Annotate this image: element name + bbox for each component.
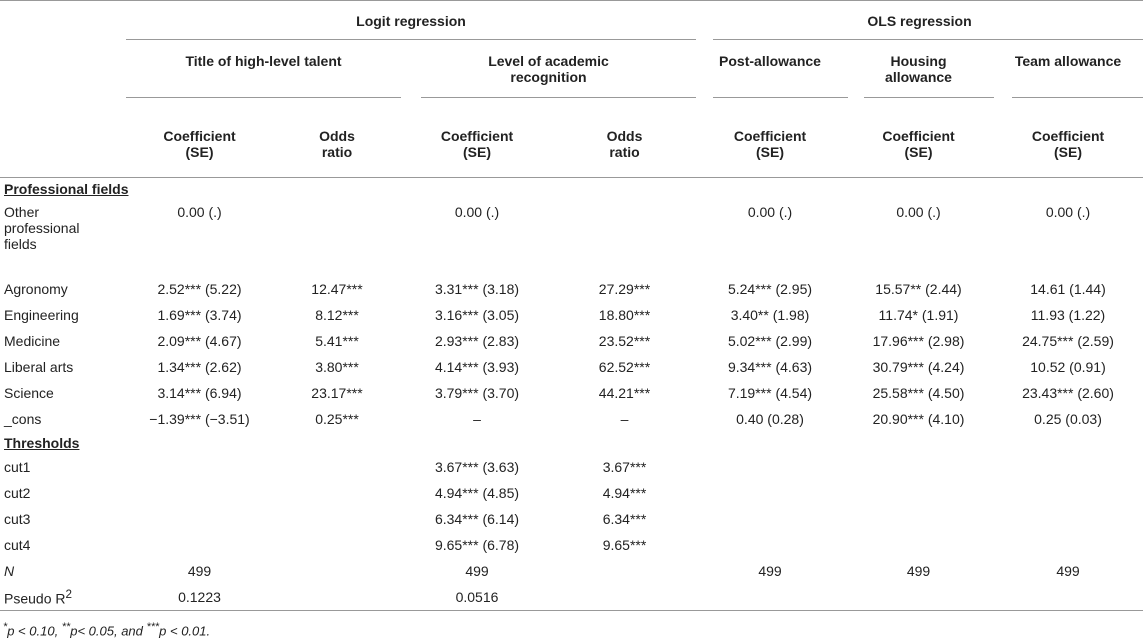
table-row-cut2 bbox=[0, 480, 1143, 506]
row-label: Pseudo $R^2$ bbox=[4, 587, 72, 607]
col-header-odds: Odds ratio bbox=[319, 128, 355, 160]
row-label: cut4 bbox=[4, 537, 31, 553]
table-row-cut1 bbox=[0, 454, 1143, 480]
table-cell: – bbox=[620, 411, 629, 427]
table-cell: 11.93 (1.22) bbox=[1030, 307, 1106, 323]
table-cell: 23.52*** bbox=[598, 333, 651, 349]
table-cell: 0.00 (.) bbox=[1045, 204, 1091, 220]
table-cell: 4.94*** bbox=[602, 485, 647, 501]
table-cell: 3.79*** (3.70) bbox=[434, 385, 520, 401]
housing-subheader-rule bbox=[864, 97, 994, 98]
table-cell: 3.40** (1.98) bbox=[730, 307, 810, 323]
col-header-coef: Coefficient (SE) bbox=[1031, 128, 1105, 160]
table-cell: −1.39*** (−3.51) bbox=[149, 411, 250, 427]
table-cell: 1.69*** (3.74) bbox=[157, 307, 242, 323]
table-cell: 44.21*** bbox=[598, 385, 651, 401]
table-cell: 0.40 (0.28) bbox=[736, 411, 804, 427]
table-cell: 3.31*** (3.18) bbox=[434, 281, 520, 297]
table-cell: 499 bbox=[187, 563, 212, 579]
table-cell: 27.29*** bbox=[598, 281, 651, 297]
table-row-liberal-arts bbox=[0, 354, 1143, 380]
table-cell: 23.17*** bbox=[311, 385, 363, 401]
team-subheader-rule bbox=[1012, 97, 1143, 98]
table-cell: 0.00 (.) bbox=[177, 204, 222, 220]
academic-recognition-header: Level of academic recognition bbox=[488, 53, 609, 85]
table-cell: 15.57** (2.44) bbox=[875, 281, 962, 297]
ols-header-rule bbox=[713, 39, 1143, 40]
header-row-groups bbox=[0, 1, 1143, 42]
table-cell: 3.14*** (6.94) bbox=[157, 385, 242, 401]
header-row-columns bbox=[0, 111, 1143, 178]
table-cell: 8.12*** bbox=[315, 307, 359, 323]
table-cell: 4.14*** (3.93) bbox=[434, 359, 520, 375]
col-header-coef: Coefficient (SE) bbox=[882, 128, 955, 160]
section-row-professional-fields bbox=[0, 178, 1143, 201]
table-cell: 2.52*** (5.22) bbox=[157, 281, 242, 297]
table-cell: 0.25*** bbox=[315, 411, 359, 427]
table-cell: 62.52*** bbox=[598, 359, 651, 375]
row-label: Medicine bbox=[4, 333, 61, 349]
table-row-pseudo-r2 bbox=[0, 584, 1143, 611]
section-label-thresholds: Thresholds bbox=[4, 435, 80, 451]
post-allowance-header: Post-allowance bbox=[719, 53, 821, 69]
significance-footnote: *p < 0.10, **p< 0.05, and ***p < 0.01. bbox=[3, 621, 211, 639]
col-header-odds: Odds ratio bbox=[606, 128, 643, 160]
table-cell: 24.75*** (2.59) bbox=[1022, 333, 1114, 349]
row-label: Science bbox=[4, 385, 54, 401]
table-row-science bbox=[0, 380, 1143, 406]
row-label: N bbox=[4, 563, 15, 579]
table-cell: 12.47*** bbox=[311, 281, 363, 297]
table-row-cut4 bbox=[0, 532, 1143, 558]
table-cell: 7.19*** (4.54) bbox=[727, 385, 813, 401]
row-label: Other professional fields bbox=[4, 204, 80, 252]
table-cell: 0.00 (.) bbox=[896, 204, 941, 220]
row-label: _cons bbox=[4, 411, 42, 427]
table-cell: 18.80*** bbox=[598, 307, 651, 323]
table-row-engineering bbox=[0, 302, 1143, 328]
row-label: Liberal arts bbox=[4, 359, 74, 375]
table-cell: 499 bbox=[465, 563, 489, 579]
table-row-cut3 bbox=[0, 506, 1143, 532]
table-cell: 30.79*** (4.24) bbox=[872, 359, 965, 375]
table-cell: 4.94*** (4.85) bbox=[434, 485, 520, 501]
table-row-medicine bbox=[0, 328, 1143, 354]
table-cell bbox=[273, 200, 401, 276]
row-label: cut2 bbox=[4, 485, 31, 501]
row-label: cut3 bbox=[4, 511, 31, 527]
row-label: Engineering bbox=[4, 307, 79, 323]
table-cell: 9.65*** bbox=[602, 537, 647, 553]
table-row-other-fields bbox=[0, 200, 1143, 276]
title-high-level-talent-header: Title of high-level talent bbox=[185, 53, 342, 69]
table-cell: 5.24*** (2.95) bbox=[727, 281, 813, 297]
table-cell: – bbox=[473, 411, 481, 427]
table-cell: 25.58*** (4.50) bbox=[872, 385, 965, 401]
table-cell: 3.67*** bbox=[602, 459, 647, 475]
row-label: Agronomy bbox=[4, 281, 68, 297]
table-cell: 0.00 (.) bbox=[454, 204, 500, 220]
row-label: cut1 bbox=[4, 459, 31, 475]
table-cell: 3.16*** (3.05) bbox=[434, 307, 520, 323]
header-row-models bbox=[0, 41, 1143, 111]
table-cell: 0.00 (.) bbox=[747, 204, 793, 220]
table-cell: 2.09*** (4.67) bbox=[157, 333, 242, 349]
table-cell: 499 bbox=[1056, 563, 1080, 579]
table-cell: 0.1223 bbox=[178, 589, 221, 605]
col-header-coef: Coefficient (SE) bbox=[163, 128, 236, 160]
logit-regression-header: Logit regression bbox=[356, 13, 466, 29]
table-cell: 6.34*** (6.14) bbox=[434, 511, 520, 527]
table-cell: 23.43*** (2.60) bbox=[1022, 385, 1114, 401]
table-row-cons bbox=[0, 406, 1143, 432]
table-cell: 14.61 (1.44) bbox=[1030, 281, 1106, 297]
table-cell: 5.41*** bbox=[315, 333, 359, 349]
ols-regression-header: OLS regression bbox=[867, 13, 972, 29]
table-cell: 0.0516 bbox=[455, 589, 499, 605]
table-cell: 499 bbox=[758, 563, 782, 579]
table-cell: 1.34*** (2.62) bbox=[157, 359, 242, 375]
table-cell: 499 bbox=[906, 563, 931, 579]
col-header-coef: Coefficient (SE) bbox=[733, 128, 807, 160]
table-cell: 17.96*** (2.98) bbox=[872, 333, 965, 349]
table-cell: 0.25 (0.03) bbox=[1034, 411, 1102, 427]
table-cell: 5.02*** (2.99) bbox=[727, 333, 813, 349]
housing-allowance-header: Housing allowance bbox=[885, 53, 952, 85]
table-cell: 9.34*** (4.63) bbox=[727, 359, 813, 375]
table-row-n bbox=[0, 558, 1143, 584]
table-cell bbox=[553, 200, 696, 276]
logit-header-rule bbox=[126, 39, 696, 40]
table-cell: 9.65*** (6.78) bbox=[434, 537, 520, 553]
table-cell: 20.90*** (4.10) bbox=[872, 411, 965, 427]
table-cell: 11.74* (1.91) bbox=[878, 307, 959, 323]
table-cell: 3.67*** (3.63) bbox=[434, 459, 520, 475]
post-subheader-rule bbox=[713, 97, 848, 98]
recognition-subheader-rule bbox=[421, 97, 696, 98]
title-subheader-rule bbox=[126, 97, 401, 98]
table-cell: 2.93*** (2.83) bbox=[434, 333, 520, 349]
section-row-thresholds bbox=[0, 432, 1143, 454]
section-label-professional-fields: Professional fields bbox=[4, 181, 129, 197]
col-header-coef: Coefficient (SE) bbox=[440, 128, 514, 160]
table-row-agronomy bbox=[0, 276, 1143, 302]
table-cell: 3.80*** bbox=[315, 359, 359, 375]
team-allowance-header: Team allowance bbox=[1014, 53, 1122, 69]
table-cell: 10.52 (0.91) bbox=[1030, 359, 1106, 375]
table-cell: 6.34*** bbox=[602, 511, 647, 527]
